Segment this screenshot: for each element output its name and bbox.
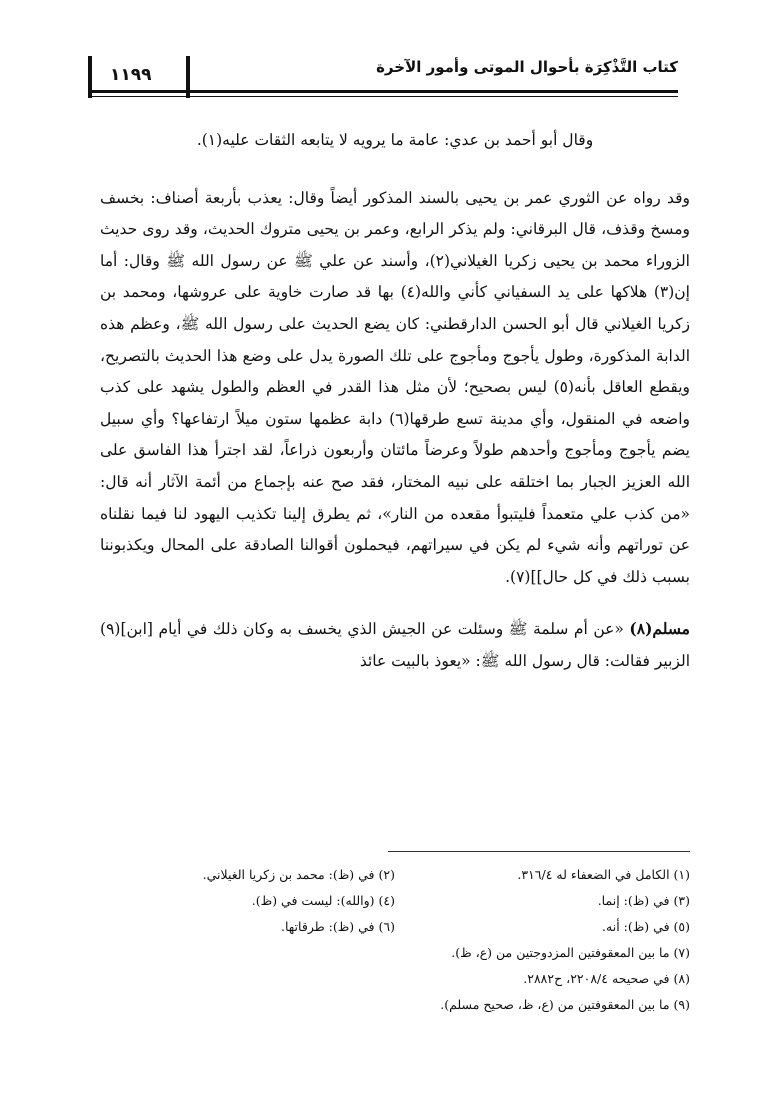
running-title: كتاب التَّذْكِرَة بأحوال الموتى وأمور الآخرة xyxy=(376,58,678,76)
page-header xyxy=(88,50,678,92)
paragraph-3 xyxy=(100,613,690,677)
header-rule-thick xyxy=(88,90,678,93)
footnote-1: (١) الكامل في الضعفاء له ٣١٦/٤. xyxy=(517,867,690,882)
footnote-2: (٢) في (ظ): محمد بن زكريا الغيلاني. xyxy=(202,867,395,882)
paragraph-1: وقال أبو أحمد بن عدي: عامة ما يرويه لا يتابعه الثقات عليه(١). xyxy=(196,131,594,149)
footnote-3: (٣) في (ظ): إنما. xyxy=(597,893,690,908)
footnote-7: (٧) ما بين المعقوفتين المزدوجتين من (ع، ظ). xyxy=(451,945,690,960)
footnote-8: (٨) في صحيحه ٢٢٠٨/٤، ح٢٨٨٢. xyxy=(523,971,690,986)
footnote-4: (٤) (والله): ليست في (ظ). xyxy=(251,893,395,908)
footnote-separator xyxy=(388,851,690,852)
page-number: ١١٩٩ xyxy=(110,65,152,85)
main-text xyxy=(100,125,690,678)
source-label: مسلم(٨) xyxy=(629,619,690,639)
paragraph-2: وقد رواه عن الثوري عمر بن يحيى بالسند المذكور أيضاً وقال: يعذب بأربعة أصناف: بخسف ومسخ وقذف، قال البرقاني: ولم يذكر الرابع، وعمر بن يحيى متروك الحديث، وقد روى حديث الزوراء محمد بن يحيى زكريا الغيلاني(٢)، وأسند عن علي ﷺ عن رسول الله ﷺ وقال: أما إن(٣) هلاكها على يد السفياني كأني والله(٤) بها قد صارت خاوية على عروشها، ومحمد بن زكريا الغيلاني قال أبو الحسن الدارقطني: كان يضع الحديث على رسول الله ﷺ، وعظم هذه الدابة المذكورة، وطول يأجوج ومأجوج على تلك الصورة يدل على وضع هذا الحديث بالتصريح، ويقطع العاقل بأنه(٥) ليس بصحيح؛ لأن مثل هذا القدر في العظم والطول يشهد على كذب واضعه في المنقول، وأي مدينة تسع طرقها(٦) دابة عظمها ستون ميلاً ارتفاعها؟ وأي سبيل يضم يأجوج ومأجوج وأحدهم طولاً وعرضاً مائتان وأربعون ذراعاً، لقد اجترأ هذا الفاسق على الله العزيز الجبار بما اختلقه على نبيه المختار، فقد صح عنه بإجماع من أئمة الآثار أنه قال: «من كذب علي متعمداً فليتبوأ مقعده من النار»، ثم يطرق إلينا تكذيب اليهود لنا فيما نقلناه عن توراتهم وأنه شيء لم يكن في سيراتهم، فيحملون أقوالنا الصادقة على المحال ويكذبوننا بسبب ذلك في كل حال]](٧). xyxy=(100,188,690,586)
paragraph-3-text: «عن أم سلمة ﷺ وسئلت عن الجيش الذي يخسف به وكان ذلك في أيام [ابن](٩) الزبير فقالت: قال رسول الله ﷺ: «يعوذ بالبيت عائذ xyxy=(100,620,690,670)
footnote-9: (٩) ما بين المعقوفتين من (ع، ظ، صحيح مسلم). xyxy=(440,997,690,1012)
footnote-6: (٦) في (ظ): طرقاتها. xyxy=(281,919,395,934)
footnotes xyxy=(100,862,690,1018)
header-rule-thin xyxy=(88,96,678,97)
footnote-5: (٥) في (ظ): أنه. xyxy=(602,919,690,934)
